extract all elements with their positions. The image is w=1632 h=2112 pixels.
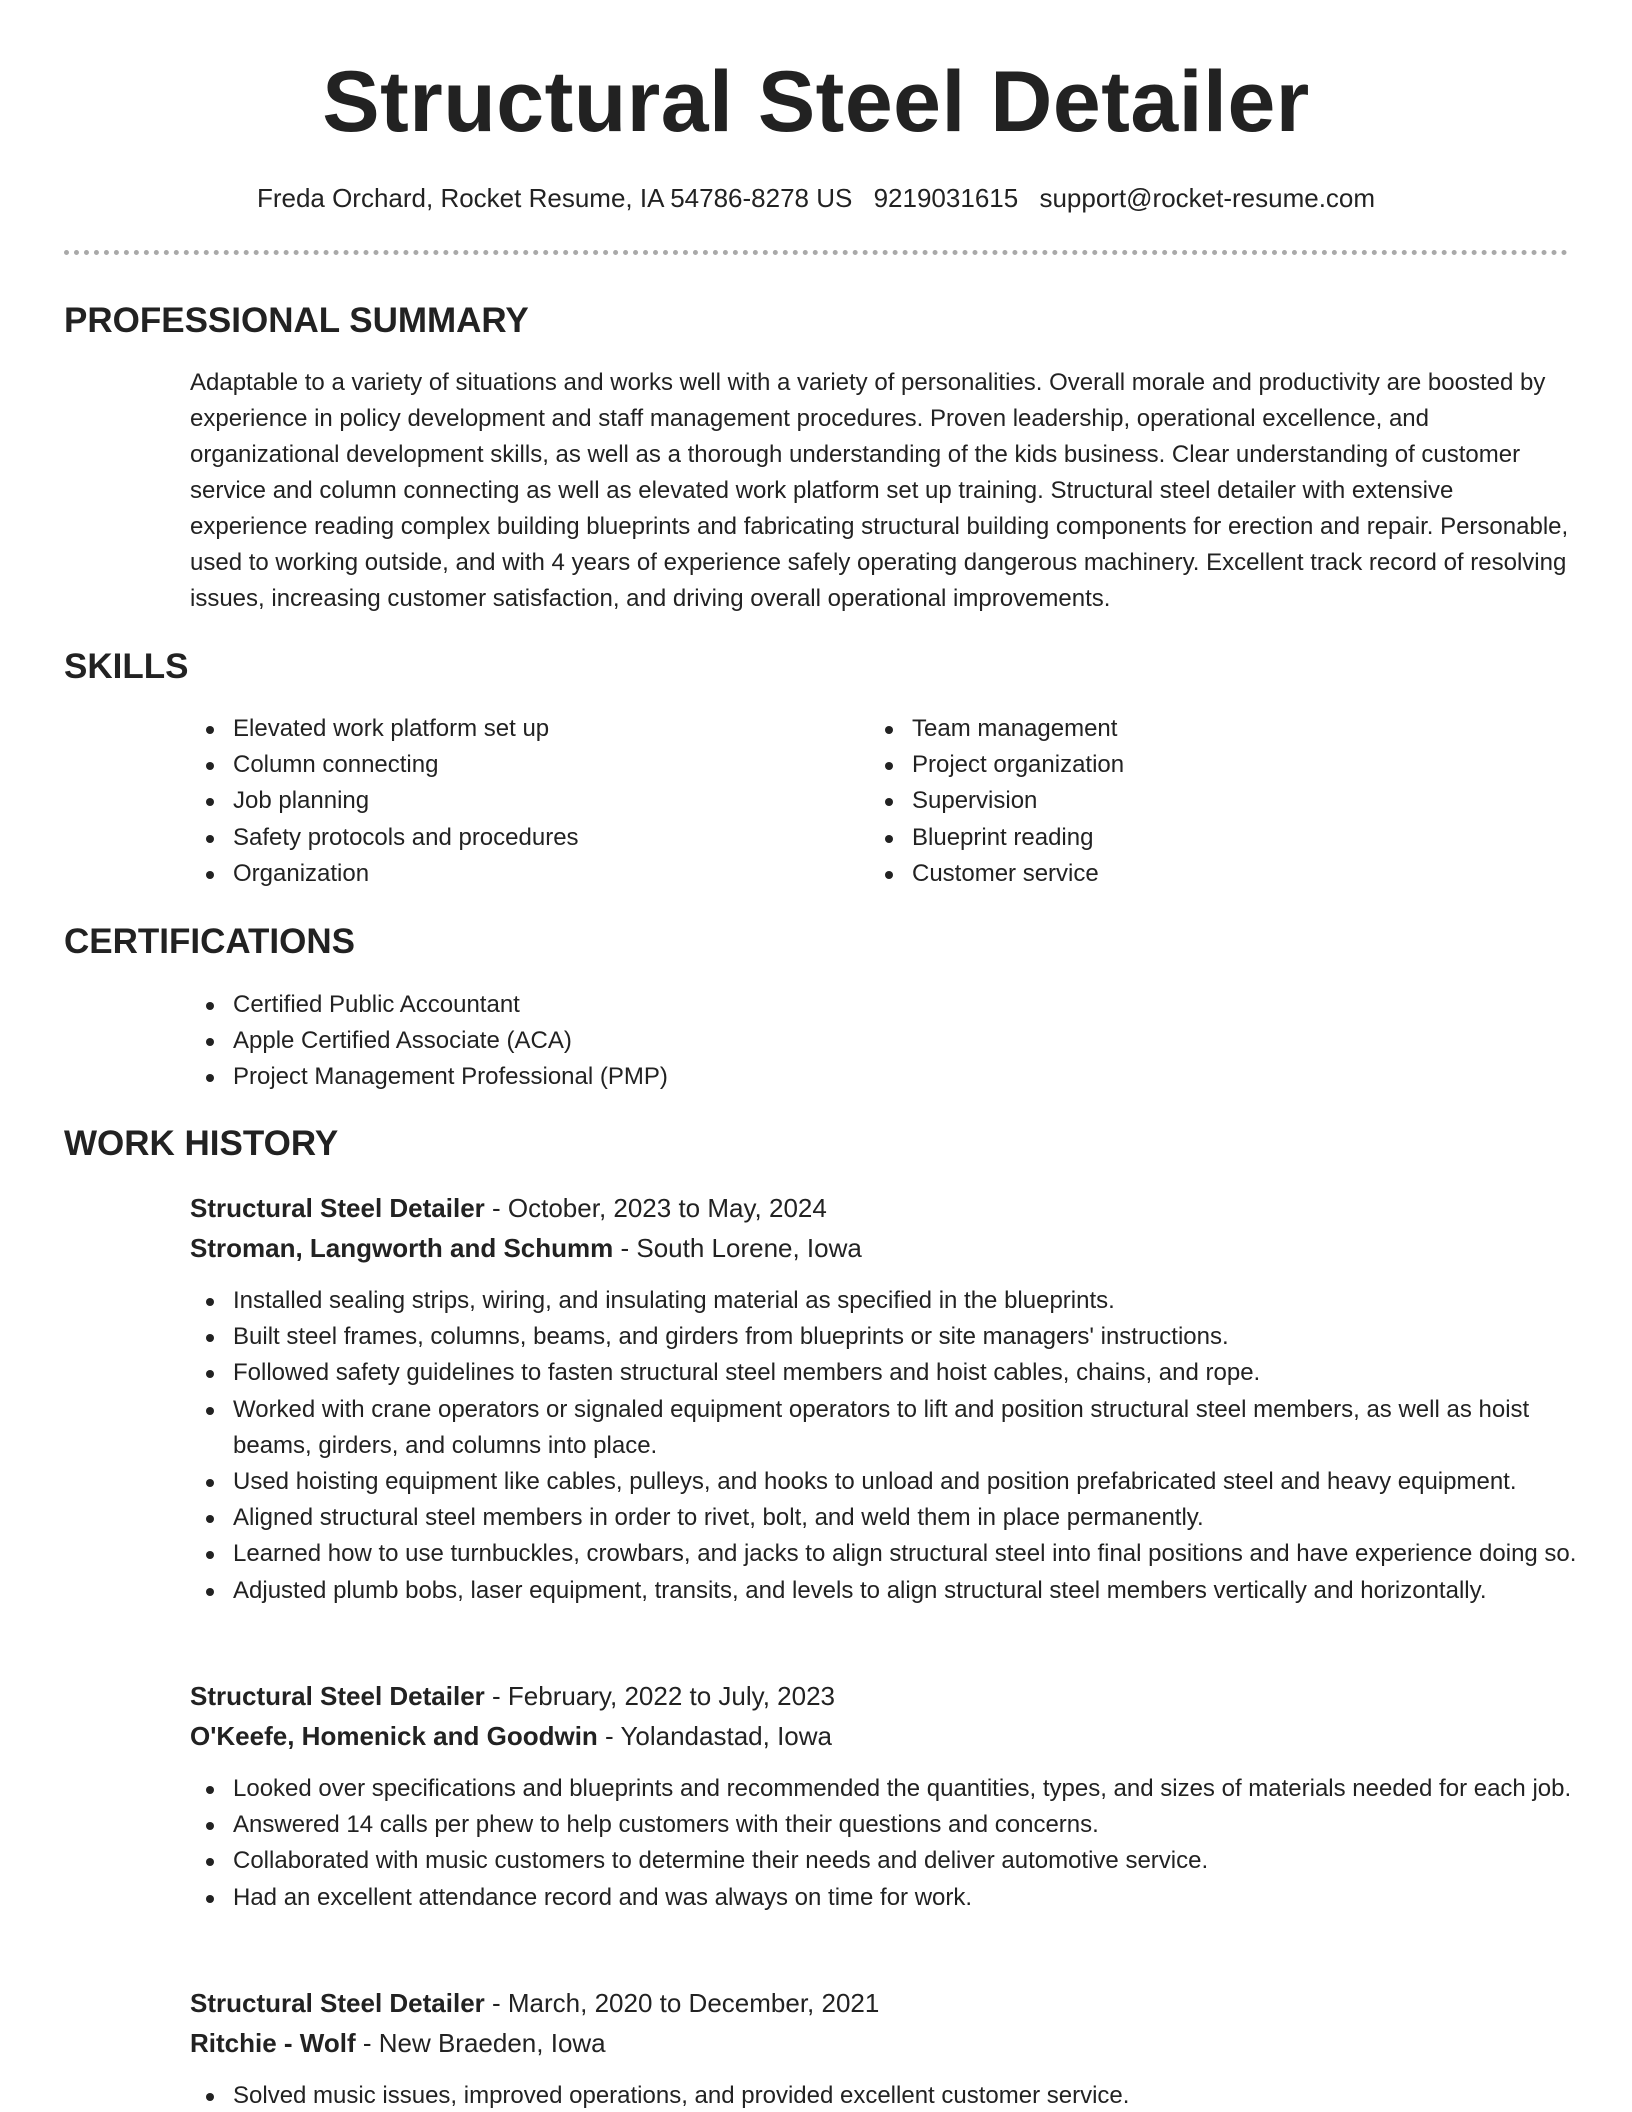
job-dates: - March, 2020 to December, 2021 bbox=[484, 1988, 880, 2018]
skills-heading: SKILLS bbox=[64, 647, 189, 686]
job-bullet: Adjusted plumb bobs, laser equipment, transits, and levels to align structural steel members vertically and horizontally. bbox=[190, 1573, 1580, 1609]
job-title-line bbox=[190, 1188, 827, 1228]
skill-item: Column connecting bbox=[190, 747, 830, 783]
summary-heading: PROFESSIONAL SUMMARY bbox=[64, 301, 529, 340]
certification-item: Apple Certified Associate (ACA) bbox=[190, 1023, 1390, 1059]
certifications-heading: CERTIFICATIONS bbox=[64, 922, 356, 961]
certification-item: Project Management Professional (PMP) bbox=[190, 1059, 1390, 1095]
summary-text: Adaptable to a variety of situations and works well with a variety of personalities. Overall morale and productivity are boosted by experience in policy development and staff management procedures. Proven leadership, operational excellence, and organizational development skills, as well as a thorough understanding of the kids business. Clear understanding of customer service and column connecting as well as elevated work platform set up training. Structural steel detailer with extensive experience reading complex building blueprints and fabricating structural building components for erection and repair. Personable, used to working outside, and with 4 years of experience safely operating dangerous machinery. Excellent track record of resolving issues, increasing customer satisfaction, and driving overall operational improvements. bbox=[190, 369, 1569, 612]
job-company: Ritchie - Wolf bbox=[190, 2028, 356, 2058]
job-bullet: Had an excellent attendance record and was always on time for work. bbox=[190, 1880, 1580, 1916]
job-bullet: Worked with crane operators or signaled equipment operators to lift and position structural steel members, as well as hoist beams, girders, and columns into place. bbox=[190, 1392, 1580, 1464]
skill-item: Job planning bbox=[190, 783, 830, 819]
job-bullet: Looked over specifications and blueprints and recommended the quantities, types, and sizes of materials needed for each job. bbox=[190, 1771, 1580, 1807]
job-title: Structural Steel Detailer bbox=[190, 1681, 485, 1711]
work-history-heading: WORK HISTORY bbox=[64, 1124, 339, 1163]
job-bullet: Followed safety guidelines to fasten structural steel members and hoist cables, chains, and rope. bbox=[190, 1355, 1580, 1391]
skill-item: Blueprint reading bbox=[869, 820, 1509, 856]
job-bullet: Built steel frames, columns, beams, and girders from blueprints or site managers' instructions. bbox=[190, 1319, 1580, 1355]
job-bullet: Installed sealing strips, wiring, and insulating material as specified in the blueprints. bbox=[190, 1283, 1580, 1319]
job-title-line bbox=[190, 1676, 835, 1716]
skill-item: Customer service bbox=[869, 856, 1509, 892]
job-company: Stroman, Langworth and Schumm bbox=[190, 1233, 614, 1263]
certifications-list bbox=[190, 987, 1390, 1096]
skill-item: Project organization bbox=[869, 747, 1509, 783]
skill-item: Team management bbox=[869, 711, 1509, 747]
skills-list-left bbox=[190, 711, 830, 892]
job-title: Structural Steel Detailer bbox=[190, 1193, 485, 1223]
skill-item: Safety protocols and procedures bbox=[190, 820, 830, 856]
job-dates: - February, 2022 to July, 2023 bbox=[484, 1681, 836, 1711]
job-location: - South Lorene, Iowa bbox=[613, 1233, 862, 1263]
job-bullet: Aligned structural steel members in order to rivet, bolt, and weld them in place permanently. bbox=[190, 1500, 1580, 1536]
job-bullets bbox=[190, 1283, 1580, 1609]
contact-phone: 9219031615 bbox=[873, 183, 1019, 213]
job-title-line bbox=[190, 1983, 879, 2023]
contact-address: Freda Orchard, Rocket Resume, IA 54786-8278 US bbox=[256, 183, 853, 213]
job-bullet: Collaborated with music customers to determine their needs and deliver automotive service. bbox=[190, 1843, 1580, 1879]
job-location: - Yolandastad, Iowa bbox=[597, 1721, 832, 1751]
header-divider bbox=[64, 250, 1568, 255]
job-company-line bbox=[190, 2023, 606, 2063]
skill-item: Supervision bbox=[869, 783, 1509, 819]
job-bullets bbox=[190, 2078, 1580, 2112]
job-bullet: Used hoisting equipment like cables, pulleys, and hooks to unload and position prefabricated steel and heavy equipment. bbox=[190, 1464, 1580, 1500]
contact-email: support@rocket-resume.com bbox=[1039, 183, 1376, 213]
job-bullet: Solved music issues, improved operations, and provided excellent customer service. bbox=[190, 2078, 1580, 2112]
job-bullet: Answered 14 calls per phew to help customers with their questions and concerns. bbox=[190, 1807, 1580, 1843]
job-title: Structural Steel Detailer bbox=[190, 1988, 485, 2018]
job-bullet: Learned how to use turnbuckles, crowbars, and jacks to align structural steel into final positions and have experience doing so. bbox=[190, 1536, 1580, 1572]
job-bullets bbox=[190, 1771, 1580, 1916]
job-location: - New Braeden, Iowa bbox=[355, 2028, 606, 2058]
certification-item: Certified Public Accountant bbox=[190, 987, 1390, 1023]
job-company-line bbox=[190, 1228, 862, 1268]
job-company: O'Keefe, Homenick and Goodwin bbox=[190, 1721, 598, 1751]
contact-line bbox=[0, 180, 1632, 216]
job-company-line bbox=[190, 1716, 832, 1756]
skill-item: Organization bbox=[190, 856, 830, 892]
job-dates: - October, 2023 to May, 2024 bbox=[484, 1193, 827, 1223]
resume-title: Structural Steel Detailer bbox=[322, 54, 1310, 150]
skill-item: Elevated work platform set up bbox=[190, 711, 830, 747]
skills-list-right bbox=[869, 711, 1509, 892]
